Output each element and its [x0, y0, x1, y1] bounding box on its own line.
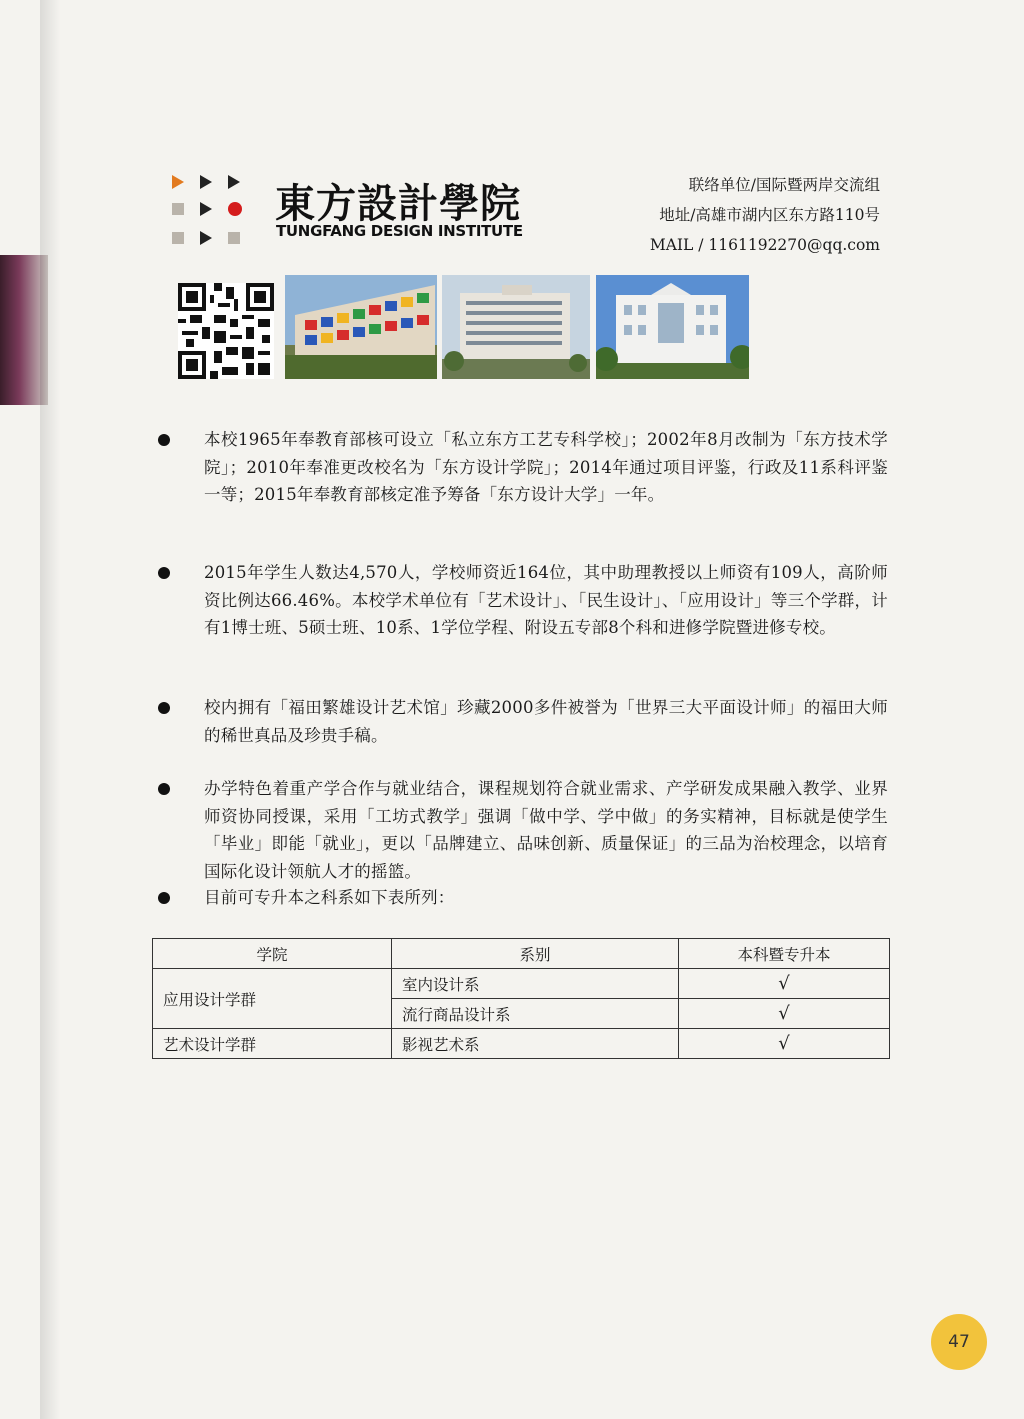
- campus-photo-white-building: [596, 275, 749, 379]
- campus-photos: [285, 275, 749, 379]
- bullet-icon: [158, 702, 170, 714]
- bullet-icon: [158, 892, 170, 904]
- page-binding-shadow: [40, 0, 60, 1419]
- table-header-department: 系别: [392, 939, 679, 969]
- table-cell-department: 室内设计系: [392, 969, 679, 999]
- table-row: [153, 1029, 890, 1059]
- bullet-text: 2015年学生人数达4,570人，学校师资近164位，其中助理教授以上师资有109人，高阶师资比例达66.46%。本校学术单位有「艺术设计」、「民生设计」、「应用设计」等三个学群，计有1博士班、5硕士班、10系、1学位学程、附设五专部8个科和进修学院暨进修专校。: [204, 563, 888, 637]
- table-cell-department: 影视艺术系: [392, 1029, 679, 1059]
- bullet-history: [158, 426, 888, 509]
- qr-code-icon: [178, 283, 274, 379]
- table-row: [153, 969, 890, 999]
- contact-email: MAIL / 1161192270@qq.com: [649, 236, 880, 254]
- table-cell-checkmark: √: [679, 969, 890, 999]
- bullet-features: [158, 775, 888, 885]
- page-number-badge: 47: [931, 1314, 987, 1370]
- table-header-row: [153, 939, 890, 969]
- bullet-table-intro: [158, 884, 888, 912]
- campus-photo-colorful-building: [285, 275, 437, 379]
- institute-logo: [170, 170, 560, 250]
- campus-photo-main-building: [442, 275, 590, 379]
- contact-info: [650, 170, 880, 260]
- table-cell-college: 应用设计学群: [153, 969, 392, 1029]
- logo-chinese-name: 東方設計學院: [275, 181, 521, 227]
- bullet-text: 本校1965年奉教育部核可设立「私立东方工艺专科学校」；2002年8月改制为「东方技术学院」；2010年奉准更改校名为「东方设计学院」；2014年通过项目评鉴，行政及11系科评鉴一等；2015年奉教育部核定准予筹备「东方设计大学」一年。: [204, 430, 888, 504]
- table-cell-checkmark: √: [679, 1029, 890, 1059]
- logo-mark-icon: [170, 170, 252, 250]
- bullet-statistics: [158, 559, 888, 642]
- contact-unit: 联络单位/国际暨两岸交流组: [688, 176, 880, 194]
- bullet-icon: [158, 434, 170, 446]
- table-header-program: 本科暨专升本: [679, 939, 890, 969]
- table-header-college: 学院: [153, 939, 392, 969]
- bullet-museum: [158, 694, 888, 749]
- departments-table: [152, 938, 890, 1059]
- bullet-text: 办学特色着重产学合作与就业结合，课程规划符合就业需求、产学研发成果融入教学、业界师资协同授课，采用「工坊式教学」强调「做中学、学中做」的务实精神，目标就是使学生「毕业」即能「就业」，更以「品牌建立、品味创新、质量保证」的三品为治校理念，以培育国际化设计领航人才的摇篮。: [204, 779, 888, 881]
- logo-english-name: TUNGFANG DESIGN INSTITUTE: [276, 222, 523, 240]
- contact-address: 地址/高雄市湖内区东方路110号: [659, 206, 880, 224]
- bullet-icon: [158, 567, 170, 579]
- bullet-text: 目前可专升本之科系如下表所列：: [204, 888, 455, 907]
- table-cell-checkmark: √: [679, 999, 890, 1029]
- table-cell-department: 流行商品设计系: [392, 999, 679, 1029]
- bullet-icon: [158, 783, 170, 795]
- bullet-text: 校内拥有「福田繁雄设计艺术馆」珍藏2000多件被誉为「世界三大平面设计师」的福田大师的稀世真品及珍贵手稿。: [204, 698, 888, 745]
- table-cell-college: 艺术设计学群: [153, 1029, 392, 1059]
